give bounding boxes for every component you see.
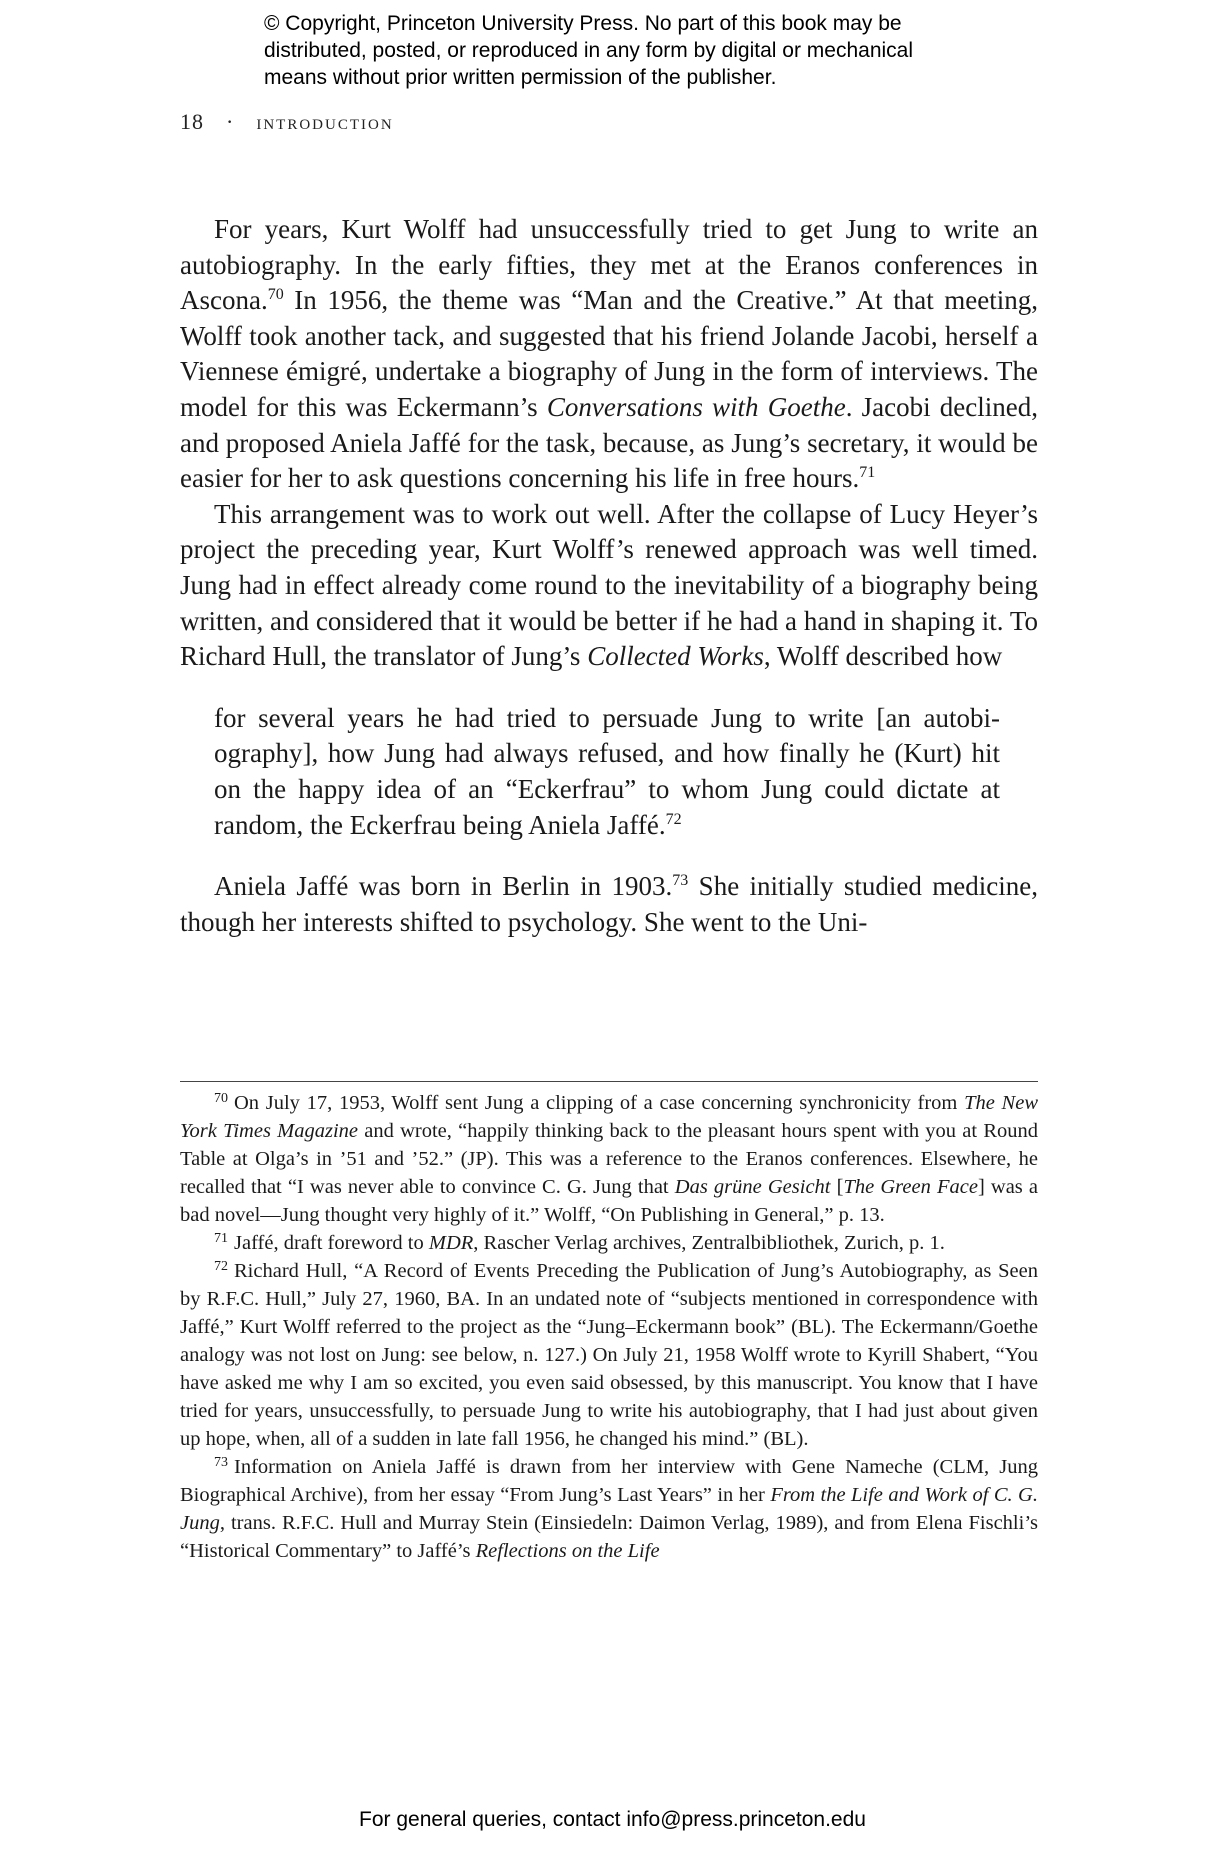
text-run: Jaffé, draft foreword to [234, 1232, 429, 1254]
footnote-72 [180, 1257, 1038, 1453]
footnote-number: 71 [214, 1231, 228, 1246]
footnote-ref-71[interactable]: 71 [859, 464, 876, 482]
italic-title: From the Life and Work of C. G. Jung [180, 1484, 1038, 1534]
paragraph-3 [180, 869, 1038, 940]
running-head-separator: · [226, 109, 235, 134]
text-run: Information on Aniela Jaffé is drawn from her interview with Gene Nameche (CLM, Jung Biographical Archive), from her essay “From Jung’s Last Years” in her [180, 1456, 1038, 1506]
footnote-ref-72[interactable]: 72 [665, 810, 682, 828]
footnote-number: 70 [214, 1091, 228, 1106]
footnote-71 [180, 1229, 1038, 1257]
paragraph-2 [180, 497, 1038, 675]
text-run: For years, Kurt Wolff had unsuccessfully tried to get Jung to write an autobiography. In the early fifties, they met at the Eranos conferences in Ascona. [180, 214, 1038, 316]
footnote-ref-73[interactable]: 73 [672, 872, 689, 890]
running-head [180, 109, 394, 135]
footnotes [180, 1089, 1038, 1565]
text-run: and wrote, “happily thinking back to the pleasant hours spent with you at Round Table at Olga’s in ’51 and ’52.” (JP). This was a reference to the Eranos conferences. Elsewhere, he recalled that “I was never able to convince C. G. Jung that [180, 1120, 1038, 1198]
copyright-line-2: distributed, posted, or reproduced in any form by digital or mechanical [264, 39, 914, 62]
italic-title: Das grüne Gesicht [674, 1176, 831, 1198]
text-run: This arrangement was to work out well. After the collapse of Lucy Heyer’s project the preceding year, Kurt Wolff’s renewed approach was well timed. Jung had in effect already come round to the inevitability of a biography being written, and considered that it would be better if he had a hand in shaping it. To Richard Hull, the translator of Jung’s [180, 498, 1038, 672]
contact-footer: For general queries, contact info@press.princeton.edu [359, 1808, 866, 1831]
text-run: for several years he had tried to persuade Jung to write [an autobiography], how Jung had always refused, and how finally he (Kurt) hit on the happy idea of an “Eckerfrau” to whom Jung could dictate at random, the Eckerfrau being Aniela Jaffé. [214, 702, 1000, 840]
section-title: introduction [256, 109, 394, 134]
text-run: , trans. R.F.C. Hull and Murray Stein (Einsiedeln: Daimon Verlag, 1989), and from Elena Fischli’s “Historical Commentary” to Jaffé’s [180, 1512, 1038, 1562]
text-run: [ [830, 1176, 844, 1198]
block-quote [214, 701, 1000, 843]
text-run: , Rascher Verlag archives, Zentralbibliothek, Zurich, p. 1. [473, 1232, 945, 1254]
text-run: Richard Hull, “A Record of Events Preceding the Publication of Jung’s Autobiography, as Seen by R.F.C. Hull,” July 27, 1960, BA. In an undated note of “subjects mentioned in correspondence with Jaffé,” Kurt Wolff referred to the project as the “Jung–Eckermann book” (BL). The Eckermann/Goethe analogy was not lost on Jung: see below, n. 127.) On July 21, 1958 Wolff wrote to Kyrill Shabert, “You have asked me why I am so excited, you even said obsessed, by this manuscript. You know that I have tried for years, unsuccessfully, to persuade Jung to write his autobiography, that I had just about given up hope, when, all of a sudden in late fall 1956, he changed his mind.” (BL). [180, 1260, 1038, 1450]
book-title: Collected Works [587, 641, 764, 672]
footnote-ref-70[interactable]: 70 [267, 286, 284, 304]
text-run: On July 17, 1953, Wolff sent Jung a clipping of a case concerning synchronicity from [234, 1092, 965, 1114]
text-run: Aniela Jaffé was born in Berlin in 1903. [214, 871, 673, 902]
footnote-70 [180, 1089, 1038, 1229]
text-run: . Jacobi declined, and proposed Aniela Jaffé for the task, because, as Jung’s secretary, it would be easier for her to ask questions concerning his life in free hours. [180, 391, 1039, 494]
copyright-line-3: means without prior written permission of the publisher. [264, 66, 777, 89]
copyright-line-1: © Copyright, Princeton University Press. No part of this book may be [264, 12, 902, 35]
main-text [180, 212, 1038, 940]
footnote-number: 73 [214, 1455, 228, 1470]
italic-title: The Green Face [843, 1176, 978, 1198]
italic-title: MDR [428, 1232, 474, 1254]
page-number: 18 [180, 109, 204, 134]
footnote-divider [180, 1081, 1038, 1082]
footnote-number: 72 [214, 1259, 228, 1274]
copyright-notice [264, 10, 1024, 91]
footnote-73 [180, 1453, 1038, 1565]
text-run: In 1956, the theme was “Man and the Creative.” At that meeting, Wolff took another tack, and suggested that his friend Jolande Jacobi, herself a Viennese émigré, undertake a biography of Jung in the form of interviews. The model for this was Eckermann’s [180, 285, 1038, 422]
italic-title: Reflections on the Life [475, 1540, 660, 1562]
paragraph-1 [180, 212, 1038, 497]
text-run: She initially studied medicine, though her interests shifted to psychology. She went to the Uni- [180, 871, 1038, 937]
book-title: Conversations with Goethe [546, 391, 846, 422]
text-run: ] was a bad novel—Jung thought very highly of it.” Wolff, “On Publishing in General,” p. 13. [180, 1176, 1039, 1226]
text-run: , Wolff described how [763, 641, 1003, 672]
italic-title: The New York Times Magazine [180, 1092, 1038, 1142]
